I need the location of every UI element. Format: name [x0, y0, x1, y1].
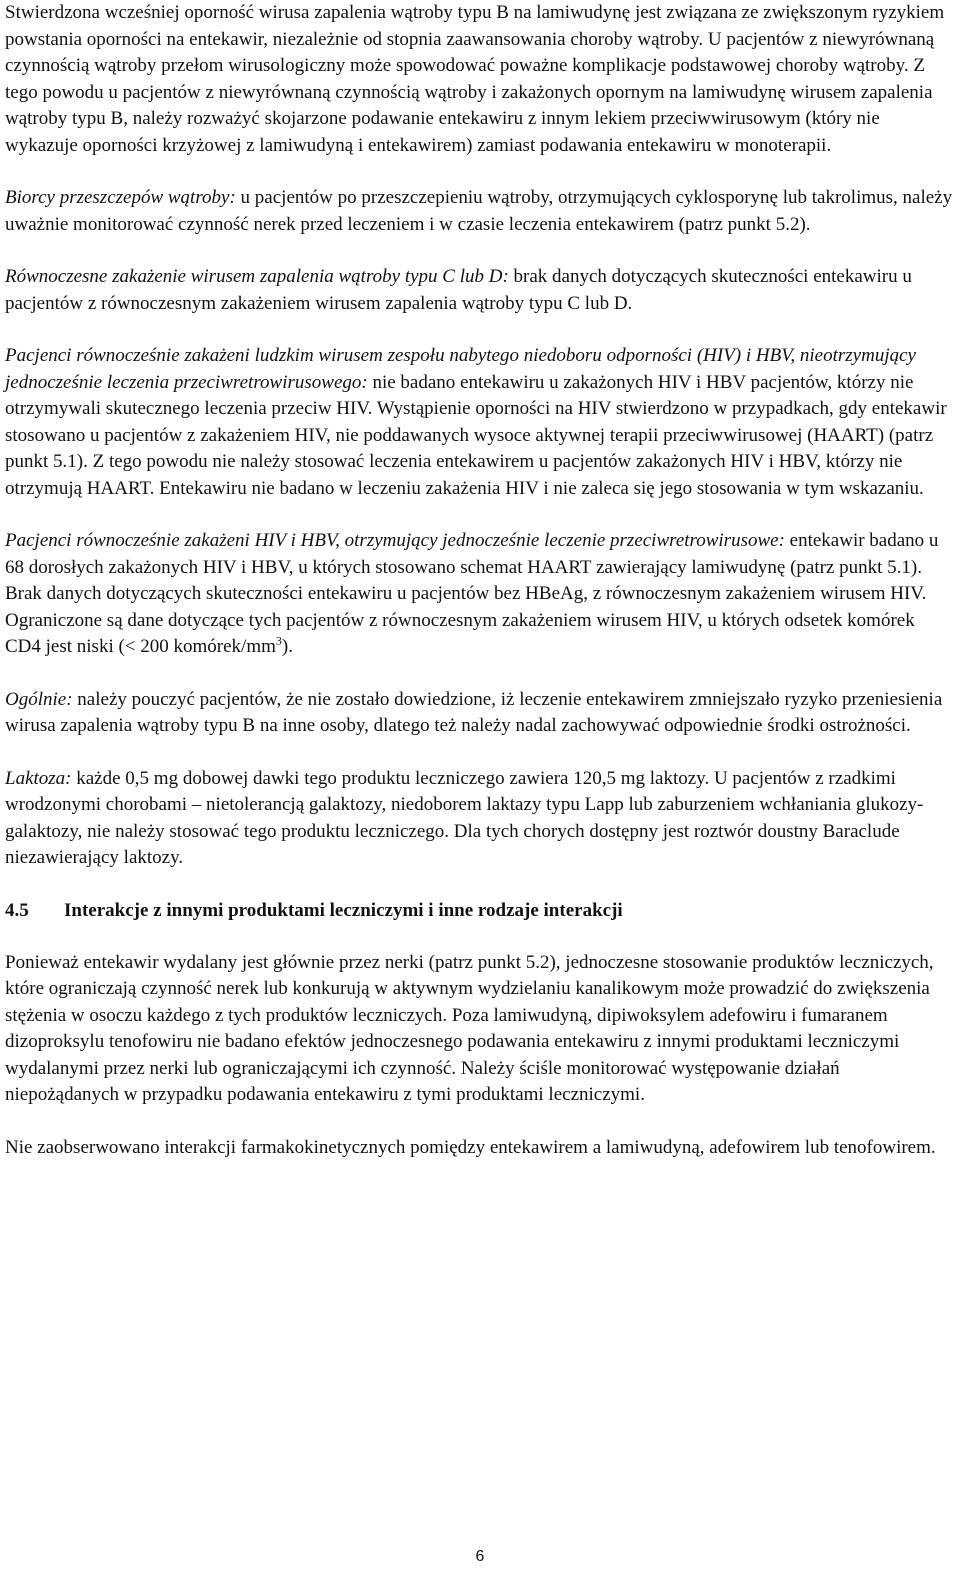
paragraph-body: u pacjentów po przeszczepieniu wątroby, otrzymujących cyklosporynę lub takrolimus, należy uważnie monitorować czynność nerek przed leczeniem i w czasie leczenia entekawirem (patrz punkt 5.2). — [5, 187, 953, 235]
paragraph-body: każde 0,5 mg dobowej dawki tego produktu leczniczego zawiera 120,5 mg laktozy. U pacjentów z rzadkimi wrodzonymi chorobami – nietolerancją galaktozy, niedoborem laktazy typu Lapp lub zaburzeniem wchłaniania glukozy-galaktozy, nie należy stosować tego produktu leczniczego. Dla tych chorych dostępny jest roztwór doustny Baraclude niezawierający laktozy. — [5, 767, 924, 868]
page-number: 6 — [475, 1548, 485, 1565]
paragraph-tail: ). — [281, 636, 293, 657]
paragraph-general — [5, 687, 955, 740]
paragraph-resistance: Stwierdzona wcześniej oporność wirusa zapalenia wątroby typu B na lamiwudynę jest związana ze zwiększonym ryzykiem powstania oporności na entekawir, niezależnie od stopnia zaawansowania choroby wątroby. U pacjentów z niewyrównaną czynnością wątroby przełom wirusologiczny może spowodować poważne komplikacje podstawowej choroby wątroby. Z tego powodu u pacjentów z niewyrównaną czynnością wątroby i zakażonych opornym na lamiwudynę wirusem zapalenia wątroby typu B, należy rozważyć skojarzone podawanie entekawiru z innym lekiem przeciwwirusowym (który nie wykazuje oporności krzyżowej z lamiwudyną i entekawirem) zamiast podawania entekawiru w monoterapii. — [5, 2, 945, 156]
paragraph-lead: Laktoza: — [5, 767, 72, 789]
paragraph-lead: Równoczesne zakażenie wirusem zapalenia wątroby typu C lub D: — [5, 266, 509, 287]
paragraph-lead: Biorcy przeszczepów wątroby: — [5, 187, 236, 208]
section-heading — [5, 898, 955, 924]
paragraph-liver-transplant — [5, 185, 955, 238]
paragraph-lead: Ogólnie: — [5, 688, 73, 710]
paragraph-hiv-haart — [5, 528, 955, 661]
document-page — [5, 0, 955, 1187]
paragraph-body: nie badano entekawiru u zakażonych HIV i HBV pacjentów, którzy nie otrzymywali skutecznego leczenia przeciw HIV. Wystąpienie oporności na HIV stwierdzono w przypadkach, gdy entekawir stosowano u pacjentów z zakażeniem HIV, nie poddawanych wysoce aktywnej terapii przeciwwirusowej (HAART) (patrz punkt 5.1). Z tego powodu nie należy stosować leczenia entekawirem u pacjentów zakażonych HIV i HBV, którzy nie otrzymują HAART. Entekawiru nie badano w leczeniu zakażenia HIV i nie zaleca się jego stosowania w tym wskazaniu. — [5, 371, 947, 499]
paragraph-hiv-no-haart — [5, 343, 955, 502]
section-title: Interakcje z innymi produktami leczniczymi i inne rodzaje interakcji — [64, 899, 623, 921]
paragraph-lead: Pacjenci równocześnie zakażeni ludzkim wirusem zespołu nabytego niedoboru odporności (HIV) i HBV, nieotrzymujący jednocześnie leczenia przeciwretrowirusowego: — [5, 345, 916, 393]
paragraph-pharmacokinetics: Nie zaobserwowano interakcji farmakokinetycznych pomiędzy entekawirem a lamiwudyną, adefowirem lub tenofowirem. — [5, 1136, 936, 1158]
paragraph-lead: Pacjenci równocześnie zakażeni HIV i HBV, otrzymujący jednocześnie leczenie przeciwretrowirusowe: — [5, 530, 785, 551]
section-number: 4.5 — [5, 899, 29, 921]
paragraph-body: brak danych dotyczących skuteczności entekawiru u pacjentów z równoczesnym zakażeniem wirusem zapalenia wątroby typu C lub D. — [5, 266, 912, 314]
paragraph-body: należy pouczyć pacjentów, że nie zostało dowiedzione, iż leczenie entekawirem zmniejszało ryzyko przeniesienia wirusa zapalenia wątroby typu B na inne osoby, dlatego też należy nadal zachowywać odpowiednie środki ostrożności. — [5, 688, 943, 736]
paragraph-lactose — [5, 766, 955, 872]
paragraph-body: entekawir badano u 68 dorosłych zakażonych HIV i HBV, u których stosowano schemat HAART zawierający lamiwudynę (patrz punkt 5.1). Brak danych dotyczących skuteczności entekawiru u pacjentów bez HBeAg, z równoczesnym zakażeniem wirusem HIV. Ograniczone są dane dotyczące tych pacjentów z równoczesnym zakażeniem wirusem HIV, u których odsetek komórek CD4 jest niski (< 200 komórek/mm — [5, 530, 939, 657]
superscript: 3 — [275, 633, 282, 648]
paragraph-interactions: Ponieważ entekawir wydalany jest głównie przez nerki (patrz punkt 5.2), jednoczesne stosowanie produktów leczniczych, które ograniczają czynność nerek lub konkurują w aktywnym wydzielaniu kanalikowym może prowadzić do zwiększenia stężenia w osoczu każdego z tych produktów leczniczych. Poza lamiwudyną, dipiwoksylem adefowiru i fumaranem dizoproksylu tenofowiru nie badano efektów jednoczesnego podawania entekawiru z innymi produktami leczniczymi wydalanymi przez nerki lub ograniczającymi ich czynność. Należy ściśle monitorować występowanie działań niepożądanych w przypadku podawania entekawiru z tymi produktami leczniczymi. — [5, 951, 934, 1105]
paragraph-hcv-hdv — [5, 264, 955, 317]
